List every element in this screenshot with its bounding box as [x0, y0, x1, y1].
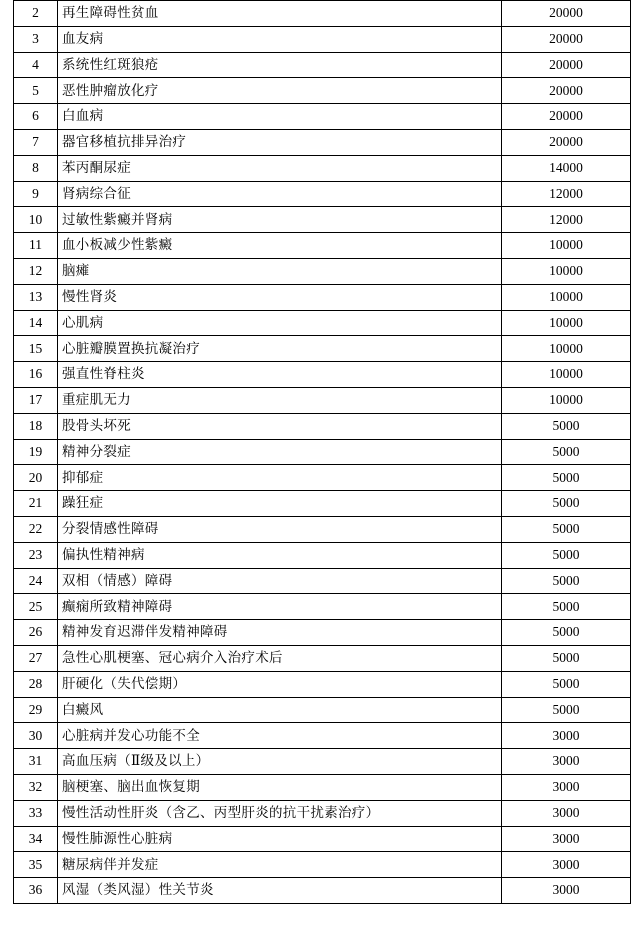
row-amount: 10000 [502, 284, 631, 310]
row-amount: 5000 [502, 594, 631, 620]
row-index: 2 [14, 1, 58, 27]
row-amount: 5000 [502, 697, 631, 723]
table-row [14, 594, 631, 620]
table-row [14, 387, 631, 413]
disease-name-text: 分裂情感性障碍 [62, 521, 159, 537]
row-amount: 10000 [502, 387, 631, 413]
row-index: 4 [14, 52, 58, 78]
table-row [14, 516, 631, 542]
row-amount: 12000 [502, 207, 631, 233]
table-row [14, 723, 631, 749]
row-index: 28 [14, 671, 58, 697]
table-row [14, 52, 631, 78]
row-disease-name [58, 749, 502, 775]
disease-name-text: 再生障碍性贫血 [62, 5, 159, 21]
row-index: 18 [14, 413, 58, 439]
table-row [14, 645, 631, 671]
table-row [14, 826, 631, 852]
row-disease-name [58, 258, 502, 284]
row-amount: 3000 [502, 723, 631, 749]
table-row [14, 181, 631, 207]
row-index: 10 [14, 207, 58, 233]
disease-name-text: 肝硬化（失代偿期） [62, 676, 187, 692]
disease-name-text: 糖尿病伴并发症 [62, 856, 159, 872]
row-amount: 3000 [502, 852, 631, 878]
disease-name-text: 心肌病 [62, 314, 104, 330]
disease-limit-table [13, 0, 631, 904]
table-row [14, 852, 631, 878]
disease-name-text: 心脏瓣膜置换抗凝治疗 [62, 340, 200, 356]
disease-name-text: 系统性红斑狼疮 [62, 56, 159, 72]
row-amount: 20000 [502, 26, 631, 52]
row-disease-name [58, 671, 502, 697]
table-row [14, 413, 631, 439]
row-index: 29 [14, 697, 58, 723]
row-disease-name [58, 362, 502, 388]
table-row [14, 439, 631, 465]
disease-name-text: 白癜风 [62, 701, 104, 717]
row-disease-name [58, 1, 502, 27]
row-index: 7 [14, 129, 58, 155]
row-disease-name [58, 233, 502, 259]
row-index: 17 [14, 387, 58, 413]
disease-name-text: 精神发育迟滞伴发精神障碍 [62, 624, 228, 640]
row-index: 32 [14, 774, 58, 800]
row-amount: 5000 [502, 439, 631, 465]
disease-name-text: 过敏性紫癜并肾病 [62, 211, 173, 227]
disease-name-text: 脑梗塞、脑出血恢复期 [62, 779, 200, 795]
row-disease-name [58, 78, 502, 104]
table-row [14, 284, 631, 310]
row-disease-name [58, 413, 502, 439]
row-amount: 10000 [502, 336, 631, 362]
disease-name-text: 慢性肺源性心脏病 [62, 830, 173, 846]
row-amount: 5000 [502, 645, 631, 671]
row-index: 36 [14, 878, 58, 904]
row-amount: 5000 [502, 516, 631, 542]
table-row [14, 465, 631, 491]
row-index: 24 [14, 568, 58, 594]
row-disease-name [58, 697, 502, 723]
disease-name-text: 抑郁症 [62, 469, 104, 485]
row-amount: 3000 [502, 749, 631, 775]
disease-name-text: 癫痫所致精神障碍 [62, 598, 173, 614]
row-index: 27 [14, 645, 58, 671]
row-index: 19 [14, 439, 58, 465]
disease-name-text: 风湿（类风湿）性关节炎 [62, 882, 214, 898]
row-disease-name [58, 568, 502, 594]
row-index: 23 [14, 542, 58, 568]
disease-name-text: 苯丙酮尿症 [62, 160, 131, 176]
row-disease-name [58, 387, 502, 413]
row-disease-name [58, 800, 502, 826]
disease-name-text: 股骨头坏死 [62, 418, 131, 434]
table-row [14, 800, 631, 826]
row-index: 8 [14, 155, 58, 181]
row-disease-name [58, 620, 502, 646]
row-amount: 3000 [502, 878, 631, 904]
row-amount: 3000 [502, 774, 631, 800]
disease-name-text: 双相（情感）障碍 [62, 572, 173, 588]
row-amount: 5000 [502, 568, 631, 594]
row-index: 33 [14, 800, 58, 826]
disease-name-text: 强直性脊柱炎 [62, 366, 145, 382]
row-disease-name [58, 439, 502, 465]
row-disease-name [58, 878, 502, 904]
row-index: 9 [14, 181, 58, 207]
table-row [14, 491, 631, 517]
row-index: 31 [14, 749, 58, 775]
row-amount: 5000 [502, 671, 631, 697]
disease-name-text: 躁狂症 [62, 495, 104, 511]
row-index: 3 [14, 26, 58, 52]
row-disease-name [58, 465, 502, 491]
row-amount: 5000 [502, 465, 631, 491]
row-index: 30 [14, 723, 58, 749]
table-row [14, 542, 631, 568]
row-disease-name [58, 852, 502, 878]
disease-name-text: 白血病 [62, 108, 104, 124]
table-row [14, 336, 631, 362]
row-index: 15 [14, 336, 58, 362]
row-amount: 10000 [502, 310, 631, 336]
table-row [14, 207, 631, 233]
table-row [14, 568, 631, 594]
row-index: 14 [14, 310, 58, 336]
disease-name-text: 偏执性精神病 [62, 547, 145, 563]
row-disease-name [58, 723, 502, 749]
row-amount: 14000 [502, 155, 631, 181]
table-row [14, 749, 631, 775]
disease-name-text: 急性心肌梗塞、冠心病介入治疗术后 [62, 650, 283, 666]
row-index: 26 [14, 620, 58, 646]
row-index: 12 [14, 258, 58, 284]
row-disease-name [58, 155, 502, 181]
table-row [14, 78, 631, 104]
row-disease-name [58, 826, 502, 852]
row-amount: 20000 [502, 52, 631, 78]
disease-name-text: 器官移植抗排异治疗 [62, 134, 187, 150]
table-row [14, 310, 631, 336]
table-row [14, 362, 631, 388]
row-disease-name [58, 207, 502, 233]
table-row [14, 258, 631, 284]
row-disease-name [58, 516, 502, 542]
row-disease-name [58, 336, 502, 362]
table-row [14, 104, 631, 130]
row-disease-name [58, 129, 502, 155]
row-index: 21 [14, 491, 58, 517]
row-amount: 20000 [502, 1, 631, 27]
row-amount: 10000 [502, 233, 631, 259]
row-index: 11 [14, 233, 58, 259]
row-index: 16 [14, 362, 58, 388]
table-row [14, 671, 631, 697]
disease-name-text: 肾病综合征 [62, 185, 131, 201]
disease-name-text: 血友病 [62, 31, 104, 47]
row-disease-name [58, 181, 502, 207]
row-disease-name [58, 310, 502, 336]
table-body [14, 1, 631, 904]
disease-name-text: 慢性活动性肝炎（含乙、丙型肝炎的抗干扰素治疗） [62, 805, 380, 820]
table-row [14, 620, 631, 646]
table-row [14, 878, 631, 904]
row-disease-name [58, 52, 502, 78]
row-amount: 3000 [502, 826, 631, 852]
table-row [14, 697, 631, 723]
row-index: 25 [14, 594, 58, 620]
row-disease-name [58, 594, 502, 620]
row-index: 6 [14, 104, 58, 130]
disease-name-text: 脑瘫 [62, 263, 90, 279]
row-disease-name [58, 774, 502, 800]
row-index: 35 [14, 852, 58, 878]
row-disease-name [58, 26, 502, 52]
table-row [14, 774, 631, 800]
row-amount: 20000 [502, 78, 631, 104]
row-disease-name [58, 542, 502, 568]
table-row [14, 233, 631, 259]
row-amount: 5000 [502, 542, 631, 568]
disease-name-text: 重症肌无力 [62, 392, 131, 408]
disease-name-text: 精神分裂症 [62, 443, 131, 459]
row-amount: 10000 [502, 258, 631, 284]
row-index: 34 [14, 826, 58, 852]
table-row [14, 26, 631, 52]
disease-name-text: 恶性肿瘤放化疗 [62, 82, 159, 98]
disease-name-text: 血小板减少性紫癜 [62, 237, 173, 253]
table-row [14, 155, 631, 181]
table-row [14, 1, 631, 27]
row-amount: 5000 [502, 413, 631, 439]
row-index: 5 [14, 78, 58, 104]
table-row [14, 129, 631, 155]
row-amount: 3000 [502, 800, 631, 826]
row-amount: 20000 [502, 104, 631, 130]
row-amount: 5000 [502, 491, 631, 517]
disease-name-text: 慢性肾炎 [62, 289, 118, 305]
row-disease-name [58, 491, 502, 517]
row-disease-name [58, 645, 502, 671]
row-amount: 10000 [502, 362, 631, 388]
disease-name-text: 高血压病（Ⅱ级及以上） [62, 753, 210, 769]
row-amount: 5000 [502, 620, 631, 646]
row-index: 22 [14, 516, 58, 542]
disease-name-text: 心脏病并发心功能不全 [62, 727, 200, 743]
row-index: 20 [14, 465, 58, 491]
row-disease-name [58, 104, 502, 130]
row-index: 13 [14, 284, 58, 310]
row-amount: 12000 [502, 181, 631, 207]
row-disease-name [58, 284, 502, 310]
row-amount: 20000 [502, 129, 631, 155]
